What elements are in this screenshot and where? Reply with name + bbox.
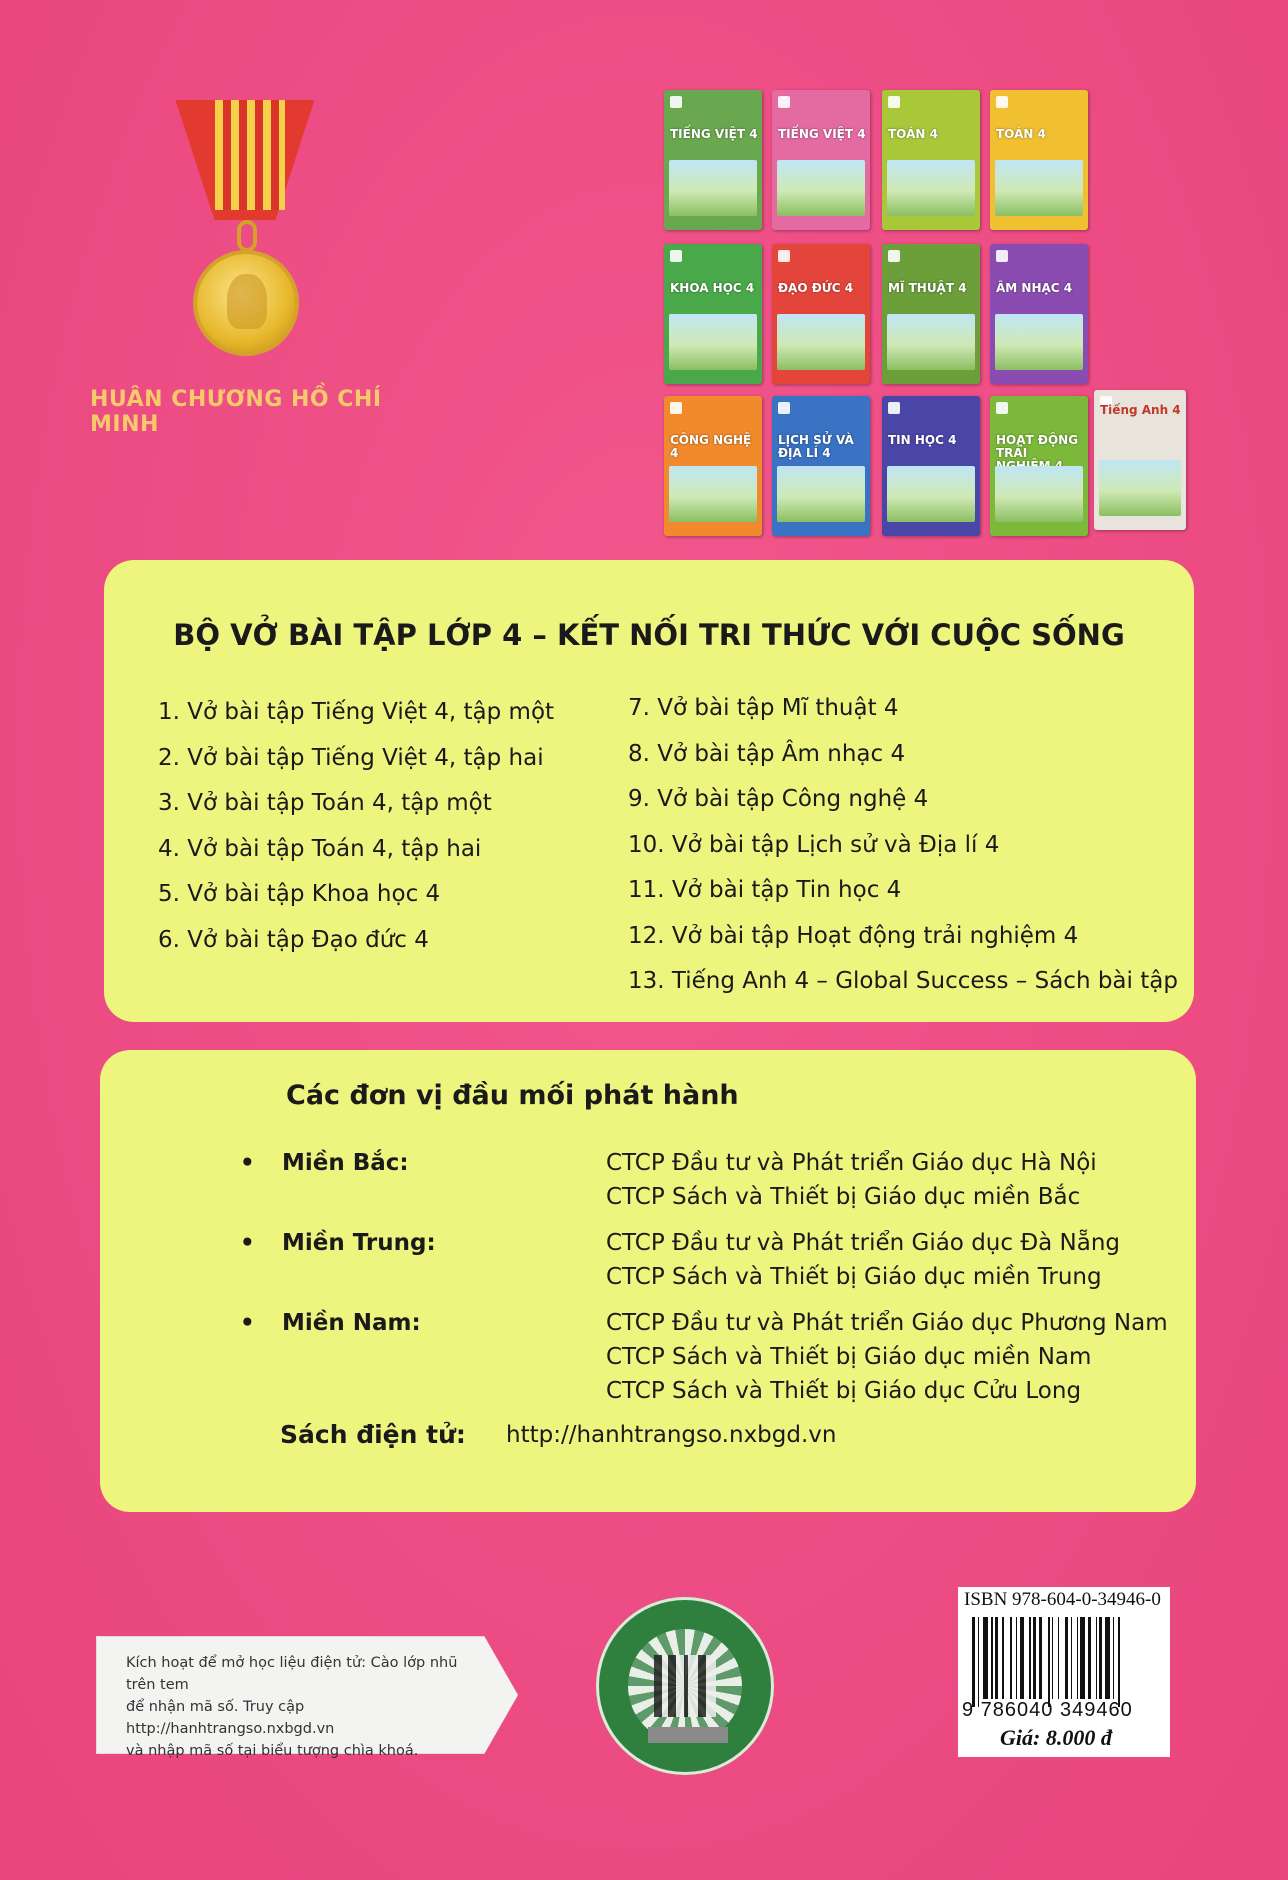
- cover-illustration: [887, 314, 975, 370]
- ho-chi-minh-medal: [185, 100, 315, 380]
- authenticity-seal-icon: [596, 1597, 774, 1775]
- list-item: 1. Vở bài tập Tiếng Việt 4, tập một: [158, 699, 555, 725]
- distribution-title: Các đơn vị đầu mối phát hành: [286, 1080, 739, 1111]
- list-item: 11. Vở bài tập Tin học 4: [628, 877, 902, 903]
- barcode-bars: [972, 1617, 1158, 1699]
- bullet-icon: •: [240, 1230, 255, 1256]
- publisher-logo-icon: [670, 402, 682, 414]
- series-list-right: [628, 686, 1178, 1005]
- barcode-bar: [1002, 1617, 1004, 1699]
- barcode-bar: [1048, 1617, 1050, 1707]
- list-item: 3. Vở bài tập Toán 4, tập một: [158, 790, 492, 816]
- list-item: 4. Vở bài tập Toán 4, tập hai: [158, 835, 482, 862]
- region-name: Miền Bắc:: [282, 1150, 409, 1176]
- book-thumbnail: [664, 244, 762, 384]
- book-title: MĨ THUẬT 4: [888, 281, 967, 295]
- book-title: CÔNG NGHỆ 4: [670, 433, 752, 460]
- region-units: [606, 1306, 1168, 1408]
- region-name: Miền Trung:: [282, 1230, 436, 1256]
- publisher-logo-icon: [670, 96, 682, 108]
- medal-disc: [193, 250, 299, 356]
- book-thumbnail: [772, 90, 870, 230]
- book-thumbnail: [882, 90, 980, 230]
- publisher-logo-icon: [888, 96, 900, 108]
- unit-line: CTCP Sách và Thiết bị Giáo dục miền Trung: [606, 1264, 1102, 1290]
- unit-line: CTCP Đầu tư và Phát triển Giáo dục Phương Nam: [606, 1310, 1168, 1336]
- publisher-logo-icon: [888, 250, 900, 262]
- barcode-bar: [1058, 1617, 1060, 1699]
- book-thumbnail: [882, 396, 980, 536]
- publisher-logo-icon: [778, 250, 790, 262]
- cover-illustration: [995, 160, 1083, 216]
- series-panel: [104, 560, 1194, 1022]
- barcode-bar: [1052, 1617, 1054, 1699]
- region-units: [606, 1146, 1097, 1214]
- list-item: 2. Vở bài tập Tiếng Việt 4, tập hai: [158, 744, 544, 771]
- book-title: TOÁN 4: [888, 127, 938, 141]
- unit-line: CTCP Đầu tư và Phát triển Giáo dục Đà Nẵng: [606, 1230, 1121, 1256]
- barcode-bar: [1096, 1617, 1098, 1699]
- isbn-barcode-box: [958, 1587, 1170, 1757]
- barcode-bar: [1029, 1617, 1031, 1699]
- publisher-logo-icon: [778, 96, 790, 108]
- list-item: 7. Vở bài tập Mĩ thuật 4: [628, 695, 899, 721]
- distribution-panel: [100, 1050, 1196, 1512]
- barcode-bar: [1113, 1617, 1115, 1699]
- book-title: TIẾNG VIỆT 4: [778, 127, 866, 141]
- book-title: ÂM NHẠC 4: [996, 281, 1073, 295]
- list-item: 5. Vở bài tập Khoa học 4: [158, 881, 441, 907]
- series-list-left: [158, 690, 554, 963]
- cover-illustration: [995, 314, 1083, 370]
- activation-sticker: [96, 1636, 516, 1759]
- book-thumbnail: [664, 396, 762, 536]
- activation-line: và nhập mã số tại biểu tượng chìa khoá.: [126, 1743, 419, 1759]
- book-title: ĐẠO ĐỨC 4: [778, 281, 854, 295]
- book-title: TOÁN 4: [996, 127, 1046, 141]
- book-thumbnail: [1094, 390, 1186, 530]
- book-title: HOẠT ĐỘNG TRẢI: [996, 433, 1079, 460]
- barcode-bar: [1088, 1617, 1091, 1699]
- barcode-bar: [1065, 1617, 1068, 1699]
- bullet-icon: •: [240, 1310, 255, 1336]
- barcode-bar: [1080, 1617, 1085, 1699]
- ebook-label: Sách điện tử:: [280, 1420, 466, 1449]
- barcode-bar: [1010, 1617, 1012, 1699]
- barcode-bar: [1118, 1617, 1120, 1707]
- barcode-digits: 9 786040 349460: [962, 1699, 1133, 1721]
- publisher-logo-icon: [996, 96, 1008, 108]
- list-item: 10. Vở bài tập Lịch sử và Địa lí 4: [628, 831, 1000, 858]
- book-thumbnail: [990, 244, 1088, 384]
- barcode-bar: [1016, 1617, 1018, 1699]
- medal-ribbon-stripes: [215, 100, 285, 210]
- cover-illustration: [777, 466, 865, 522]
- publisher-logo-icon: [670, 250, 682, 262]
- barcode-bar: [1039, 1617, 1042, 1699]
- list-item: 9. Vở bài tập Công nghệ 4: [628, 786, 929, 812]
- book-thumbnail: [990, 396, 1088, 536]
- book-thumbnail: [772, 244, 870, 384]
- cover-illustration: [887, 160, 975, 216]
- qr-code-icon: [654, 1655, 716, 1717]
- cover-illustration: [669, 466, 757, 522]
- book-thumbnail: [772, 396, 870, 536]
- barcode-bar: [1071, 1617, 1073, 1699]
- barcode-bar: [1099, 1617, 1102, 1699]
- medal-ring: [237, 220, 257, 252]
- barcode-bar: [1020, 1617, 1025, 1699]
- list-item: 8. Vở bài tập Âm nhạc 4: [628, 740, 906, 767]
- book-title: TIN HỌC 4: [888, 433, 957, 447]
- unit-line: CTCP Đầu tư và Phát triển Giáo dục Hà Nội: [606, 1150, 1097, 1176]
- list-item: 13. Tiếng Anh 4 – Global Success – Sách bài tập: [628, 968, 1178, 994]
- cover-illustration: [669, 160, 757, 216]
- unit-line: CTCP Sách và Thiết bị Giáo dục Cửu Long: [606, 1378, 1082, 1404]
- series-title: BỘ VỞ BÀI TẬP LỚP 4 – KẾT NỐI TRI THỨC VỚI CUỘC SỐNG: [173, 618, 1125, 652]
- barcode-bar: [991, 1617, 993, 1699]
- book-title: LỊCH SỬ VÀ ĐỊA LÍ 4: [778, 433, 854, 460]
- activation-text: [126, 1652, 486, 1762]
- medal-caption: HUÂN CHƯƠNG HỒ CHÍ MINH: [90, 387, 382, 437]
- activation-line: Kích hoạt để mở học liệu điện tử: Cào lớp nhũ trên tem: [126, 1655, 458, 1693]
- book-title: Tiếng Anh 4: [1100, 403, 1181, 417]
- barcode-bar: [1105, 1617, 1110, 1699]
- region-name: Miền Nam:: [282, 1310, 421, 1336]
- publisher-logo-icon: [778, 402, 790, 414]
- activation-line: để nhận mã số. Truy cập http://hanhtrangso.nxbgd.vn: [126, 1699, 335, 1737]
- barcode-bar: [1033, 1617, 1036, 1699]
- cover-illustration: [995, 466, 1083, 522]
- book-thumbnail: [990, 90, 1088, 230]
- book-thumbnail: [882, 244, 980, 384]
- cover-illustration: [669, 314, 757, 370]
- ebook-link[interactable]: http://hanhtrangso.nxbgd.vn: [506, 1422, 837, 1448]
- unit-line: CTCP Sách và Thiết bị Giáo dục miền Nam: [606, 1344, 1092, 1370]
- list-item: 12. Vở bài tập Hoạt động trải nghiệm 4: [628, 922, 1079, 949]
- barcode-bar: [972, 1617, 975, 1707]
- region-units: [606, 1226, 1120, 1294]
- price: Giá: 8.000 đ: [1000, 1725, 1112, 1750]
- cover-illustration: [887, 466, 975, 522]
- barcode-bar: [983, 1617, 988, 1699]
- barcode-bar: [1077, 1617, 1079, 1699]
- publisher-logo-icon: [996, 250, 1008, 262]
- cover-illustration: [777, 314, 865, 370]
- isbn-text: ISBN 978-604-0-34946-0: [964, 1589, 1161, 1610]
- cover-illustration: [777, 160, 865, 216]
- scratch-code-area[interactable]: [648, 1727, 728, 1743]
- publisher-logo-icon: [996, 402, 1008, 414]
- book-title: TIẾNG VIỆT 4: [670, 127, 758, 141]
- barcode-bar: [978, 1617, 980, 1707]
- unit-line: CTCP Sách và Thiết bị Giáo dục miền Bắc: [606, 1184, 1081, 1210]
- cover-illustration: [1099, 460, 1181, 516]
- bullet-icon: •: [240, 1150, 255, 1176]
- book-thumbnail: [664, 90, 762, 230]
- list-item: 6. Vở bài tập Đạo đức 4: [158, 926, 429, 953]
- publisher-logo-icon: [888, 402, 900, 414]
- book-title: KHOA HỌC 4: [670, 281, 755, 295]
- barcode-bar: [995, 1617, 998, 1699]
